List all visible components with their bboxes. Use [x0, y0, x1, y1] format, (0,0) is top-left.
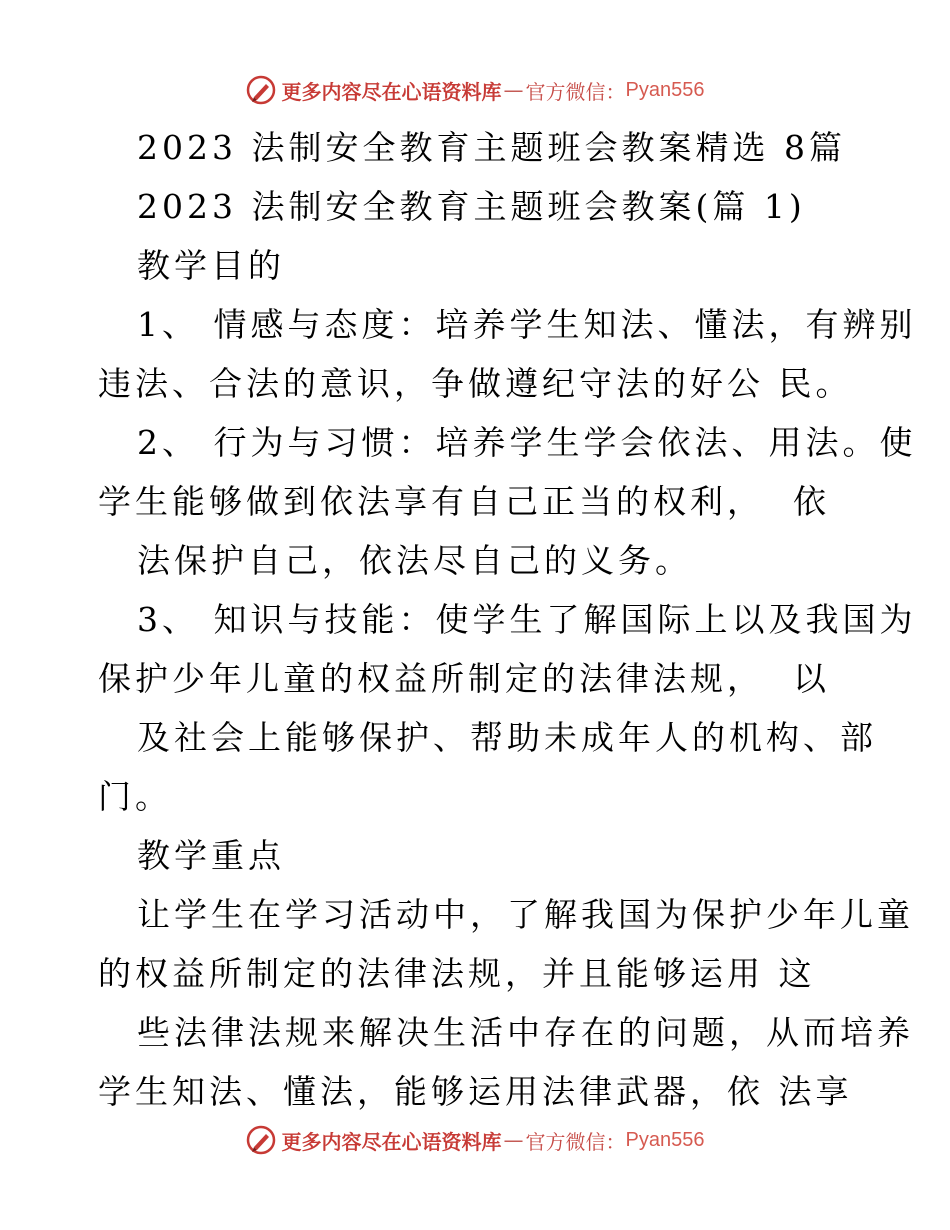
watermark-brand: 更多内容尽在心语资料库 — [281, 1129, 502, 1154]
watermark-label: 官方微信： — [525, 79, 626, 104]
text-line: 1、 情感与态度：培养学生知法、懂法，有辨别 — [137, 305, 917, 344]
text-line: 及社会上能够保护、帮助未成年人的机构、部 — [137, 718, 877, 757]
footer-watermark — [0, 1120, 950, 1160]
text-line: 的权益所制定的法律法规，并且能够运用 这 — [98, 954, 816, 993]
text-line: 让学生在学习活动中，了解我国为保护少年儿童 — [137, 895, 914, 934]
text-line: 学生能够做到依法享有自己正当的权利， 依 — [98, 482, 830, 521]
text-line: 2、 行为与习惯：培养学生学会依法、用法。使 — [137, 423, 917, 462]
text-line: 些法律法规来解决生活中存在的问题，从而培养 — [137, 1013, 914, 1052]
section-title: 2023 法制安全教育主题班会教案(篇 1) — [137, 187, 806, 226]
watermark-brand: 更多内容尽在心语资料库 — [281, 79, 502, 104]
text-line: 保护少年儿童的权益所制定的法律法规， 以 — [98, 659, 830, 698]
watermark-label: 官方微信： — [525, 1129, 626, 1154]
text-line: 违法、合法的意识，争做遵纪守法的好公 民。 — [98, 364, 853, 403]
watermark-wechat-id: Pyan556 — [625, 78, 705, 101]
watermark-separator: — — [503, 78, 524, 102]
text-line: 学生知法、懂法，能够运用法律武器，依 法享 — [98, 1072, 853, 1111]
watermark-wechat-id: Pyan556 — [625, 1128, 705, 1151]
watermark-separator: — — [503, 1128, 524, 1152]
pen-logo-icon — [246, 1125, 276, 1155]
header-watermark — [0, 70, 950, 110]
heading-teaching-focus: 教学重点 — [137, 836, 285, 875]
text-line: 3、 知识与技能：使学生了解国际上以及我国为 — [137, 600, 917, 639]
heading-teaching-goals: 教学目的 — [137, 246, 285, 285]
pen-logo-icon — [246, 75, 276, 105]
text-line: 法保护自己，依法尽自己的义务。 — [137, 541, 692, 580]
document-title: 2023 法制安全教育主题班会教案精选 8篇 — [137, 128, 846, 167]
text-line: 门。 — [98, 777, 172, 816]
